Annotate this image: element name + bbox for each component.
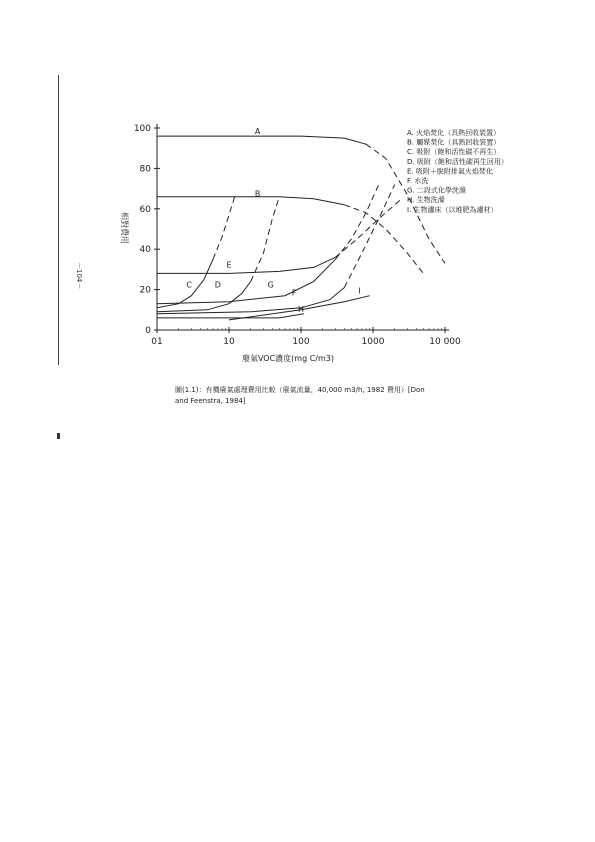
legend-item: F. 水洗 <box>407 177 429 185</box>
series-C-dashed <box>213 197 235 260</box>
series-C-solid <box>157 259 213 308</box>
caption-line-1: 圖(1.1)：有機廢氣處理費用比較（廢氣流量，40,000 m3/h, 1982 費用）[Don <box>175 386 425 394</box>
series-label-B: B <box>254 189 261 199</box>
legend-item: D. 吸附（飽和活性碳再生回用） <box>407 157 508 166</box>
series-D-dashed <box>251 197 280 282</box>
legend-item: C. 吸附（飽和活性碳不再生） <box>407 148 501 157</box>
y-tick-label: 0 <box>145 326 151 336</box>
series-layer <box>157 127 445 320</box>
series-label-C: C <box>186 280 192 290</box>
series-label-A: A <box>254 127 261 137</box>
series-E-solid <box>157 257 335 273</box>
legend-item: G. 二段式化學洗滌 <box>407 186 466 195</box>
x-tick-label: 10 <box>223 337 235 347</box>
series-G-dashed <box>335 185 378 260</box>
legend-item: I. 生物濾床（以堆肥為濾材） <box>407 205 498 214</box>
y-axis-label: 相對費用 <box>120 212 129 244</box>
series-label-F: F <box>291 288 297 298</box>
figure-caption <box>175 385 475 407</box>
legend-item: E. 吸附＋脫附排氣火焰焚化 <box>407 167 493 176</box>
y-tick-label: 40 <box>139 245 151 256</box>
chart-legend <box>407 128 508 214</box>
series-H-solid <box>157 314 304 318</box>
series-label-H: H <box>297 304 305 314</box>
series-B-dashed <box>344 205 423 274</box>
series-A-solid <box>157 136 366 144</box>
x-tick-label: 1000 <box>361 337 385 347</box>
legend-item: A. 火焰焚化（具熱回收裝置） <box>407 129 501 137</box>
series-F-solid <box>157 288 344 314</box>
y-tick-label: 20 <box>139 285 151 296</box>
page-number: －104－ <box>75 262 83 290</box>
x-axis-label: 廢氣VOC濃度(mg C/m3) <box>241 354 335 363</box>
series-label-D: D <box>214 280 221 290</box>
y-tick-label: 80 <box>139 164 151 175</box>
series-label-G: G <box>267 280 274 290</box>
series-label-I: I <box>358 286 361 296</box>
caption-line-2: and Feenstra, 1984] <box>175 397 246 405</box>
x-tick-label: 10 000 <box>429 337 461 347</box>
series-label-E: E <box>226 260 232 270</box>
legend-item: B. 觸媒焚化（具熱回收裝置） <box>407 138 501 147</box>
y-tick-label: 100 <box>133 124 151 134</box>
series-D-solid <box>157 282 251 312</box>
x-tick-label: 100 <box>292 337 310 347</box>
series-B-solid <box>157 197 344 205</box>
y-tick-label: 60 <box>139 204 151 215</box>
series-G-solid <box>157 259 335 303</box>
x-tick-label: 01 <box>151 337 163 347</box>
legend-item: H. 生物洗滌 <box>407 196 445 205</box>
series-F-dashed <box>344 185 394 288</box>
